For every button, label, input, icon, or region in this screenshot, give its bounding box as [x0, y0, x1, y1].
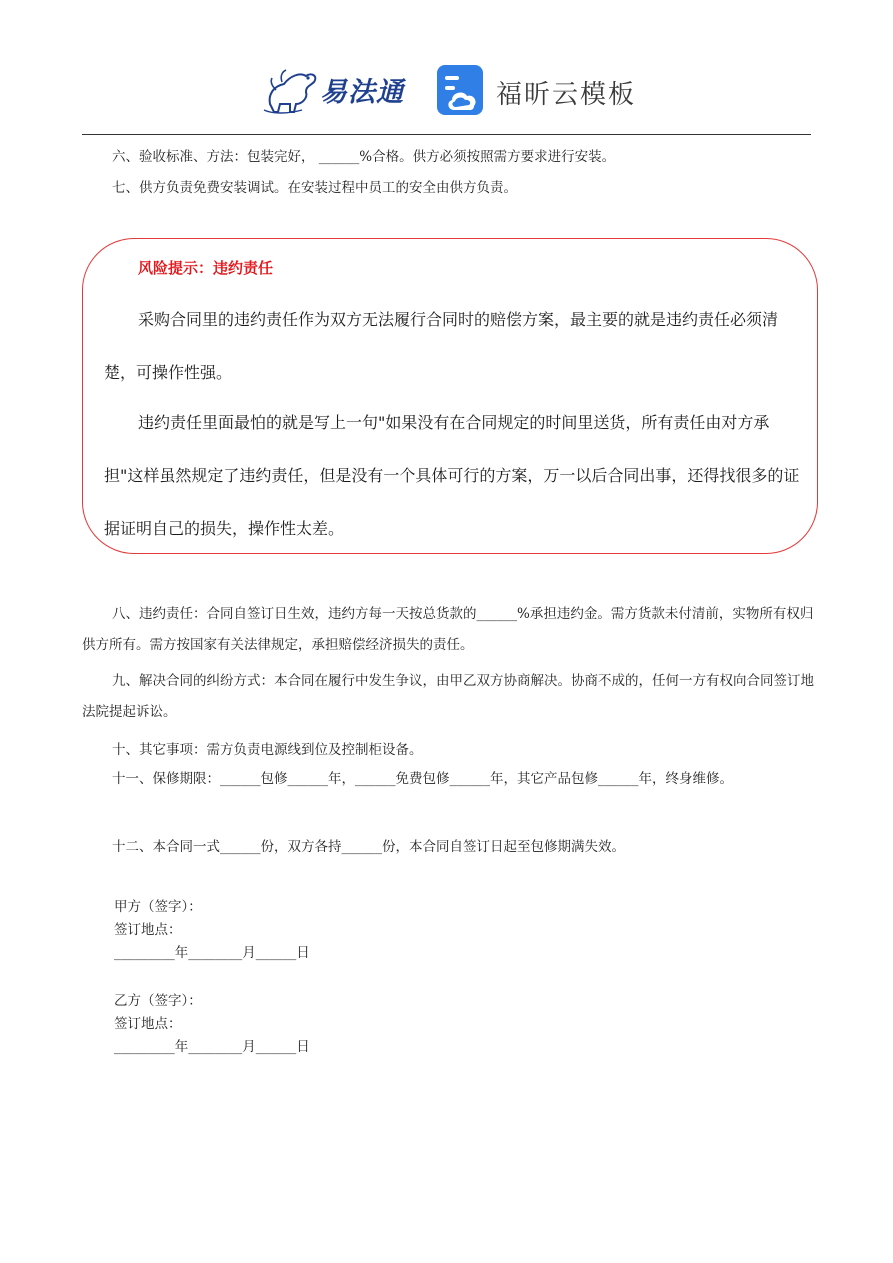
clause-10: 十、其它事项：需方负责电源线到位及控制柜设备。 [112, 742, 423, 758]
page-header [0, 0, 893, 136]
party-a-place-label: 签订地点： [114, 922, 182, 938]
party-b-date-line: _________年________月______日 [114, 1039, 310, 1055]
clause-11: 十一、保修期限：______包修______年，______免费包修______年，其它产品包修______年，终身维修。 [112, 771, 733, 787]
brand-right-text: 福昕云模板 [496, 80, 637, 110]
clause-12: 十二、本合同一式______份，双方各持______份，本合同自签订日起至包修期满失效。 [112, 839, 625, 855]
risk-paragraph-2: 违约责任里面最怕的就是写上一句"如果没有在合同规定的时间里送货，所有责任由对方承担"这样虽然规定了违约责任，但是没有一个具体可行的方案，万一以后合同出事，还得找很多的证据证明自己的损失，操作性太差。 [104, 413, 800, 538]
qilin-icon [262, 64, 322, 116]
clause-9: 九、解决合同的纠纷方式：本合同在履行中发生争议，由甲乙双方协商解决。协商不成的，任何一方有权向合同签订地法院提起诉讼。 [82, 673, 814, 720]
party-a-sign-label: 甲方（签字）： [114, 899, 202, 915]
party-a-date-line: _________年________月______日 [114, 945, 310, 961]
clause-6: 六、验收标准、方法：包装完好， ______%合格。供方必须按照需方要求进行安装。 [112, 149, 616, 165]
cloud-document-icon [436, 64, 486, 116]
risk-notice-title: 风险提示：违约责任 [138, 259, 274, 277]
party-b-place-label: 签订地点： [114, 1016, 182, 1032]
brand-left-text: 易法通 [320, 77, 404, 108]
signature-block-a [114, 896, 310, 965]
signature-block-b [114, 990, 310, 1059]
foxit-template-logo [436, 64, 646, 118]
clause-8: 八、违约责任：合同自签订日生效，违约方每一天按总货款的______%承担违约金。需方货款未付清前，实物所有权归供方所有。需方按国家有关法律规定，承担赔偿经济损失的责任。 [82, 606, 814, 653]
yifatong-logo [262, 64, 412, 116]
header-divider [82, 134, 811, 135]
risk-paragraph-1: 采购合同里的违约责任作为双方无法履行合同时的赔偿方案，最主要的就是违约责任必须清楚，可操作性强。 [104, 310, 779, 382]
clause-7: 七、供方负责免费安装调试。在安装过程中员工的安全由供方负责。 [112, 180, 517, 196]
party-b-sign-label: 乙方（签字）： [114, 993, 202, 1009]
